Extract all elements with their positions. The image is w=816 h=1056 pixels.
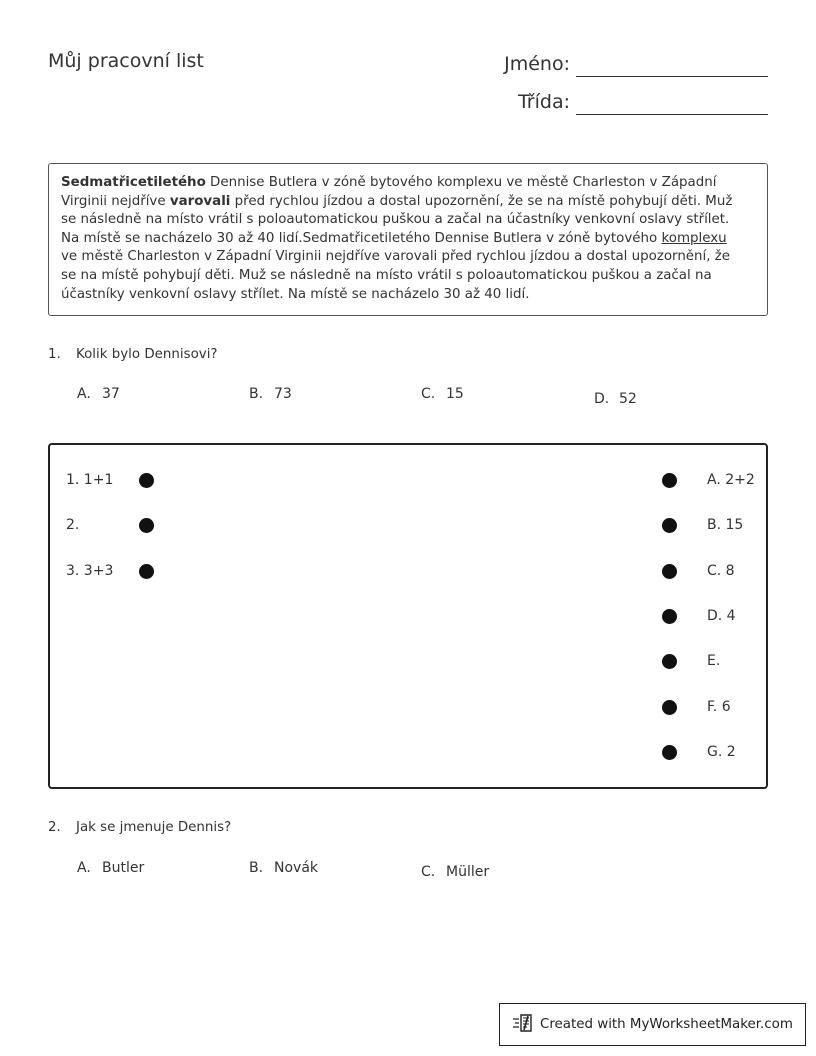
bold-text: varovali xyxy=(169,193,231,209)
created-with-badge[interactable] xyxy=(499,1003,806,1046)
option-text: 15 xyxy=(446,386,464,402)
match-right-item-e: E. xyxy=(707,653,721,669)
passage-line xyxy=(61,230,755,249)
footer-text: Created with MyWorksheetMaker.com xyxy=(540,1017,793,1032)
option-letter: D. xyxy=(594,391,610,407)
question-2-option-a[interactable] xyxy=(77,860,144,876)
option-letter: C. xyxy=(421,864,436,880)
option-letter: A. xyxy=(77,860,91,876)
passage-line xyxy=(61,193,755,212)
match-right-item-d: D. 4 xyxy=(707,608,736,624)
passage-text: se na místě pohybují děti. Muž se následně na místo vrátil s poloautomatickou puškou a začal na xyxy=(61,267,712,283)
option-letter: B. xyxy=(249,860,264,876)
passage-text: Na místě se nacházelo 30 až 40 lidí.Sedmatřicetiletého Dennise Butlera v zóně bytového xyxy=(61,230,662,246)
option-letter: B. xyxy=(249,386,264,402)
bold-text: Sedmatřicetiletého xyxy=(61,175,206,190)
worksheet-maker-logo-icon xyxy=(512,1013,540,1037)
name-label: Jméno: xyxy=(504,53,570,75)
match-right-item-g: G. 2 xyxy=(707,744,736,760)
match-left-item-2: 2. xyxy=(66,517,80,533)
match-right-dot-b[interactable] xyxy=(662,518,677,533)
underlined-text: komplexu xyxy=(661,230,727,246)
passage-text: účastníky venkovní oslavy střílet. Na místě se nacházelo 30 až 40 lidí. xyxy=(61,286,530,302)
name-field-line[interactable] xyxy=(576,76,768,77)
passage-text: se následně na místo vrátil s poloautomatickou puškou a začal na účastníky venkovní oslavy střílet. xyxy=(61,212,730,228)
match-right-dot-a[interactable] xyxy=(662,473,677,488)
option-text: 73 xyxy=(274,386,292,402)
option-letter: A. xyxy=(77,386,91,402)
reading-passage xyxy=(48,163,768,316)
match-right-item-a: A. 2+2 xyxy=(707,472,755,488)
option-text: Butler xyxy=(102,860,145,876)
question-1-option-c[interactable] xyxy=(421,386,464,402)
question-2-option-c[interactable] xyxy=(421,864,489,880)
class-field-line[interactable] xyxy=(576,114,768,115)
passage-text: před rychlou jízdou a dostal upozornění, že se na místě pohybují děti. Muž xyxy=(230,193,733,209)
matching-exercise-box xyxy=(48,443,768,789)
class-label: Třída: xyxy=(517,91,570,113)
question-1-option-a[interactable] xyxy=(77,386,120,402)
passage-line xyxy=(61,267,755,286)
match-left-dot-3[interactable] xyxy=(139,564,154,579)
question-1-number: 1. xyxy=(48,347,61,362)
passage-line xyxy=(61,286,755,305)
match-left-item-1: 1. 1+1 xyxy=(66,472,114,488)
match-right-dot-e[interactable] xyxy=(662,654,677,669)
question-2-text: Jak se jmenuje Dennis? xyxy=(76,820,232,835)
passage-line xyxy=(61,211,755,230)
match-left-dot-2[interactable] xyxy=(139,518,154,533)
question-2-option-b[interactable] xyxy=(249,860,318,876)
match-right-item-b: B. 15 xyxy=(707,517,744,533)
worksheet-title: Můj pracovní list xyxy=(48,50,204,72)
match-left-item-3: 3. 3+3 xyxy=(66,563,114,579)
question-1-option-d[interactable] xyxy=(594,391,637,407)
match-left-dot-1[interactable] xyxy=(139,473,154,488)
match-right-dot-f[interactable] xyxy=(662,700,677,715)
option-text: Novák xyxy=(274,860,319,876)
passage-line xyxy=(61,174,755,193)
question-1-text: Kolik bylo Dennisovi? xyxy=(76,347,218,362)
question-1-option-b[interactable] xyxy=(249,386,292,402)
passage-line xyxy=(61,248,755,267)
passage-text: Virginii nejdříve xyxy=(61,193,170,209)
match-right-dot-c[interactable] xyxy=(662,564,677,579)
option-text: 37 xyxy=(102,386,120,402)
match-right-dot-g[interactable] xyxy=(662,745,677,760)
option-text: Müller xyxy=(446,864,490,880)
option-letter: C. xyxy=(421,386,436,402)
match-right-item-f: F. 6 xyxy=(707,699,731,715)
match-right-dot-d[interactable] xyxy=(662,609,677,624)
question-2-number: 2. xyxy=(48,820,61,835)
passage-text: ve městě Charleston v Západní Virginii nejdříve varovali před rychlou jízdou a dostal upozornění, že xyxy=(61,249,731,265)
match-right-item-c: C. 8 xyxy=(707,563,735,579)
passage-text: Dennise Butlera v zóně bytového komplexu ve městě Charleston v Západní xyxy=(205,175,717,190)
option-text: 52 xyxy=(619,391,637,407)
